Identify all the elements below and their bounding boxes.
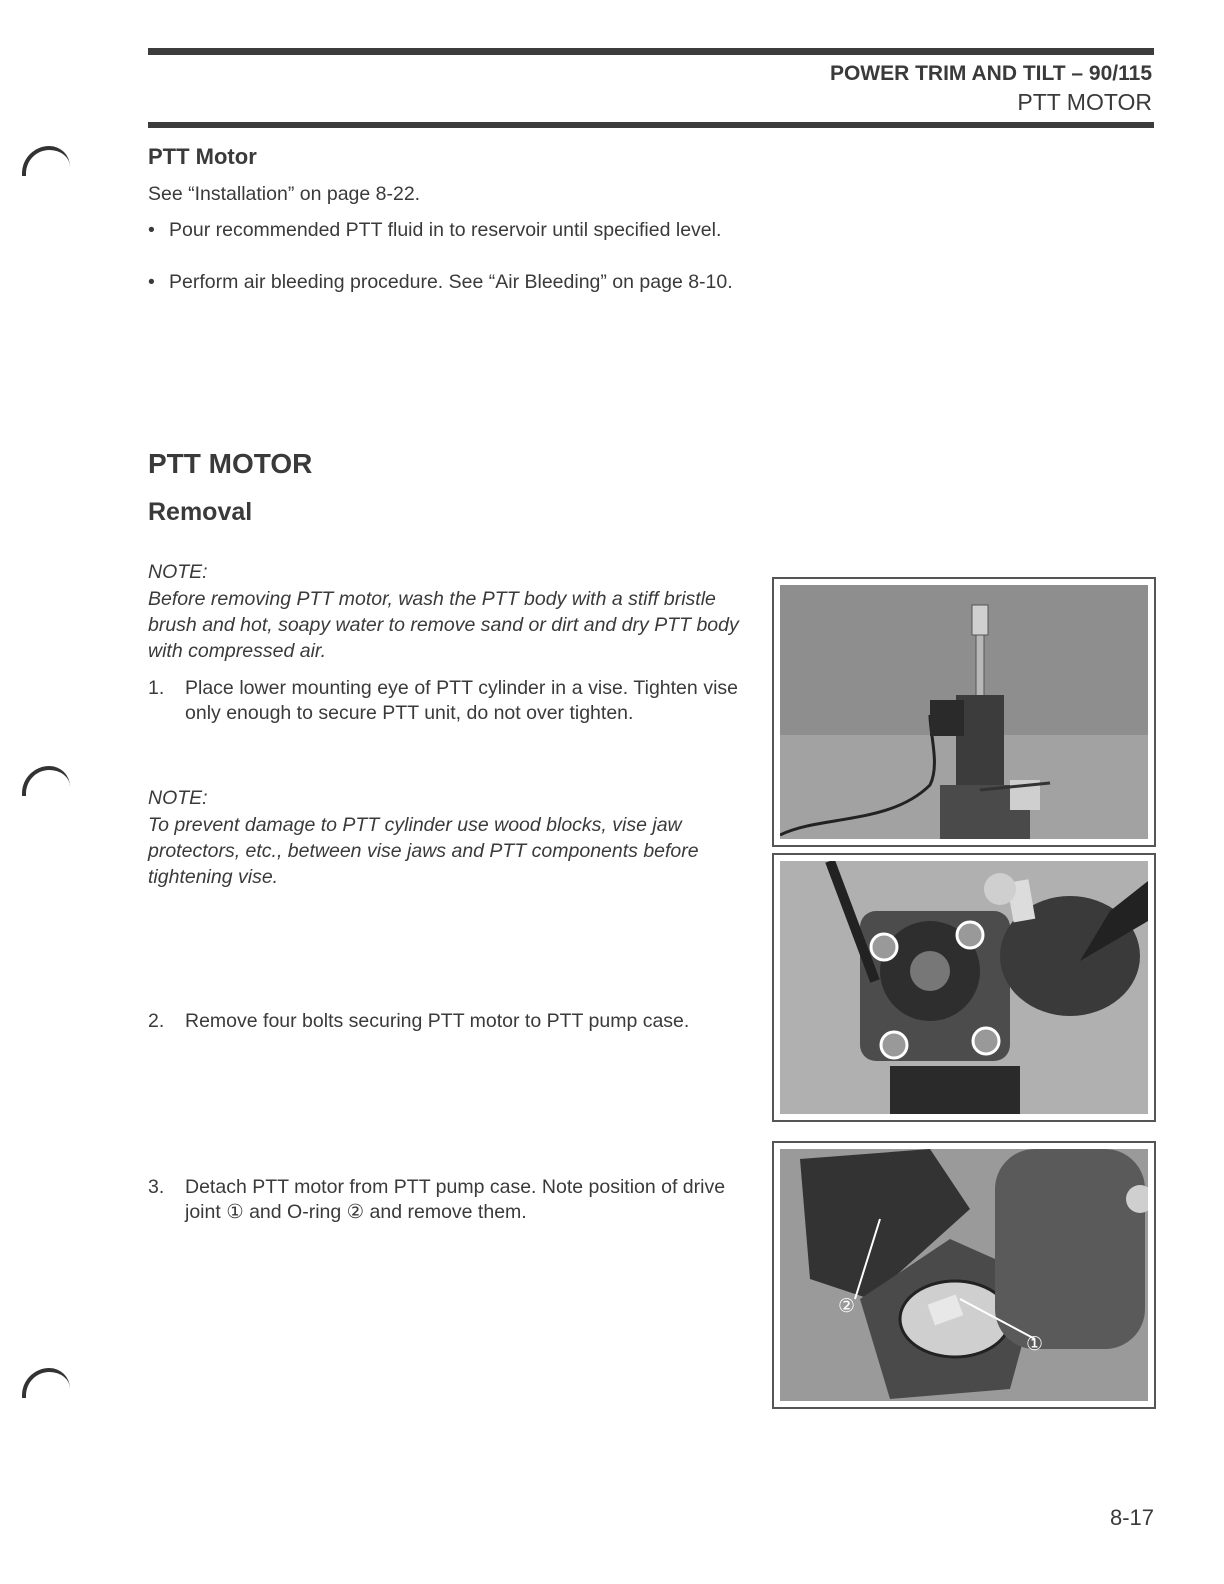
bullet-text: Perform air bleeding procedure. See “Air Bleeding” on page 8-10. bbox=[169, 271, 733, 293]
binder-hole-mark bbox=[22, 1368, 70, 1398]
photo-ptt-motor-bolts bbox=[772, 853, 1156, 1122]
step-item bbox=[148, 676, 738, 726]
note-label: NOTE: bbox=[148, 561, 208, 583]
step-item bbox=[148, 1009, 738, 1034]
header-rule-bottom bbox=[148, 122, 1154, 128]
chapter-title: POWER TRIM AND TILT – 90/115 bbox=[829, 62, 1152, 85]
section-title: PTT MOTOR bbox=[1017, 89, 1152, 115]
binder-hole-mark bbox=[22, 146, 70, 176]
section-heading: PTT MOTOR bbox=[148, 448, 313, 479]
step-text: Detach PTT motor from PTT pump case. Note position of drive joint ① and O-ring ② and remove them. bbox=[185, 1176, 726, 1223]
step-number: 3. bbox=[148, 1176, 165, 1198]
bullet-text: Pour recommended PTT fluid in to reservoir until specified level. bbox=[169, 219, 722, 241]
installation-reference: See “Installation” on page 8-22. bbox=[148, 183, 421, 205]
removal-subheading: Removal bbox=[148, 498, 253, 526]
page-number: 8-17 bbox=[1109, 1505, 1154, 1530]
note-text: To prevent damage to PTT cylinder use wood blocks, vise jaw protectors, etc., between vise jaws and PTT components before tightening vise. bbox=[148, 814, 699, 888]
photo-ptt-unit-in-vise bbox=[772, 577, 1156, 847]
bullet-icon: • bbox=[148, 219, 155, 241]
bullet-icon: • bbox=[148, 271, 155, 293]
note-text: Before removing PTT motor, wash the PTT body with a stiff bristle brush and hot, soapy water to remove sand or dirt and dry PTT body with compressed air. bbox=[148, 588, 739, 662]
photo-drive-joint-o-ring bbox=[772, 1141, 1156, 1409]
step-text: Place lower mounting eye of PTT cylinder in a vise. Tighten vise only enough to secure PTT unit, do not over tighten. bbox=[185, 677, 738, 724]
binder-hole-mark bbox=[22, 766, 70, 796]
step-item bbox=[148, 1175, 738, 1225]
step-number: 2. bbox=[148, 1010, 165, 1032]
callout-2-label: ② bbox=[838, 1295, 856, 1317]
bullet-item bbox=[148, 218, 738, 243]
callout-1-label: ① bbox=[1026, 1333, 1044, 1355]
step-text: Remove four bolts securing PTT motor to PTT pump case. bbox=[185, 1010, 690, 1032]
step-number: 1. bbox=[148, 677, 165, 699]
ptt-motor-heading: PTT Motor bbox=[148, 144, 257, 169]
bullet-item bbox=[148, 270, 738, 295]
note-label: NOTE: bbox=[148, 787, 208, 809]
header-rule-top bbox=[148, 48, 1154, 55]
